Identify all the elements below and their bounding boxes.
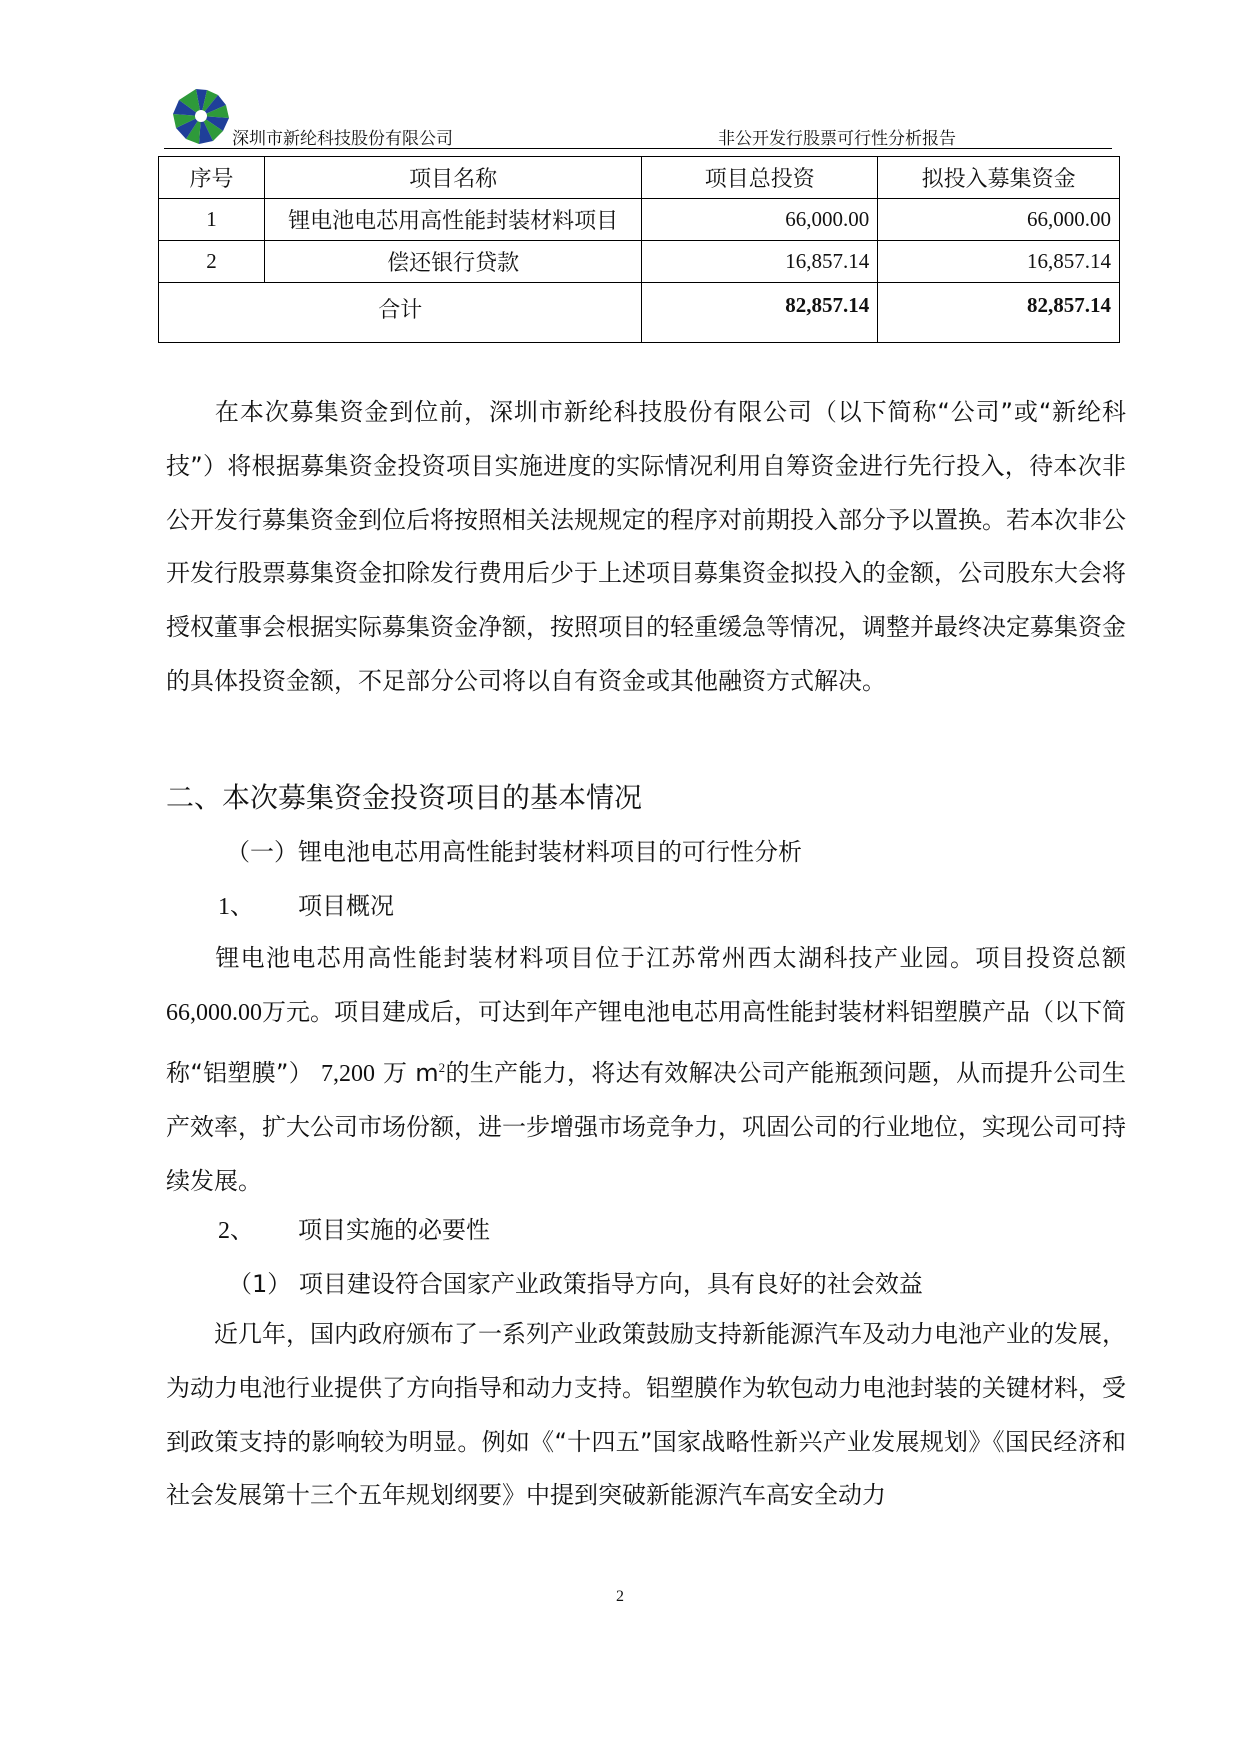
table-header-row [159,157,1120,199]
row-number: 1 [159,199,265,241]
overview-text-3: 的生产能力，将达有效解决公司产能瓶颈问题，从而提升公司生产效率，扩大公司市场份额，进一步增强市场竞争力，巩固公司的行业地位，实现公司可持续发展。 [166,1058,1126,1196]
policy-text: 近几年，国内政府颁布了一系列产业政策鼓励支持新能源汽车及动力电池产业的发展，为动力电池行业提供了方向指导和动力支持。铝塑膜作为软包动力电池封装的关键材料，受到政策支持的影响较为明显。例如《“十四五”国家战略性新兴产业发展规划》《国民经济和社会发展第十三个五年规划纲要》中提到突破新能源汽车高安全动力 [166,1320,1126,1510]
column-header: 序号 [159,157,265,199]
item-1-number: 1、 [218,894,254,920]
investment-table [158,156,1120,343]
overview-text-1: 锂电池电芯用高性能封装材料项目位于江苏常州西太湖科技产业园。项目投资总额 [214,944,1126,972]
total-investment: 66,000.00 [642,199,878,241]
raised-funds: 16,857.14 [878,241,1120,283]
intro-paragraph [166,386,1126,709]
header-divider [164,148,1112,149]
total-label: 合计 [159,283,642,343]
item-1-title: 项目概况 [298,892,394,920]
overview-unit: 万 m [383,1058,439,1087]
overview-capacity: 7,200 [321,1060,376,1087]
policy-paragraph [166,1308,1126,1523]
subsection-1-heading: （1） 项目建设符合国家产业政策指导方向，具有良好的社会效益 [228,1270,923,1298]
table-row [159,199,1120,241]
column-header: 项目总投资 [642,157,878,199]
row-number: 2 [159,241,265,283]
item-2-heading [218,1214,490,1247]
overview-text-2: 万元。项目建成后，可达到年产锂电池电芯用高性能封装材料铝塑膜产品（以下简称“铝塑膜”） [166,997,1126,1087]
intro-text: 在本次募集资金到位前，深圳市新纶科技股份有限公司（以下简称“公司”或“新纶科技”）将根据募集资金投资项目实施进度的实际情况利用自筹资金进行先行投入，待本次非公开发行募集资金到位后将按照相关法规规定的程序对前期投入部分予以置换。若本次非公开发行股票募集资金扣除发行费用后少于上述项目募集资金拟投入的金额，公司股东大会将授权董事会根据实际募集资金净额，按照项目的轻重缓急等情况，调整并最终决定募集资金的具体投资金额，不足部分公司将以自有资金或其他融资方式解决。 [166,398,1126,695]
raised-funds-sum: 82,857.14 [878,283,1120,343]
header-report-title: 非公开发行股票可行性分析报告 [718,129,956,149]
item-2-title: 项目实施的必要性 [298,1216,490,1244]
overview-paragraph [166,932,1126,1209]
project-name: 偿还银行贷款 [264,241,642,283]
column-header: 项目名称 [264,157,642,199]
overview-amount: 66,000.00 [166,999,262,1026]
header-company-name: 深圳市新纶科技股份有限公司 [232,129,453,149]
project-name: 锂电池电芯用高性能封装材料项目 [264,199,642,241]
company-logo [168,86,234,146]
column-header: 拟投入募集资金 [878,157,1120,199]
table-total-row [159,283,1120,343]
raised-funds: 66,000.00 [878,199,1120,241]
section-title: 二、本次募集资金投资项目的基本情况 [166,781,643,814]
item-1-heading [218,890,394,923]
overview-unit-superscript: 2 [438,1059,446,1075]
section-subtitle: （一）锂电池电芯用高性能封装材料项目的可行性分析 [226,838,802,866]
total-investment: 16,857.14 [642,241,878,283]
total-investment-sum: 82,857.14 [642,283,878,343]
table-row [159,241,1120,283]
item-2-number: 2、 [218,1218,254,1244]
starburst-logo-icon [168,86,234,146]
page-number: 2 [616,1588,624,1605]
